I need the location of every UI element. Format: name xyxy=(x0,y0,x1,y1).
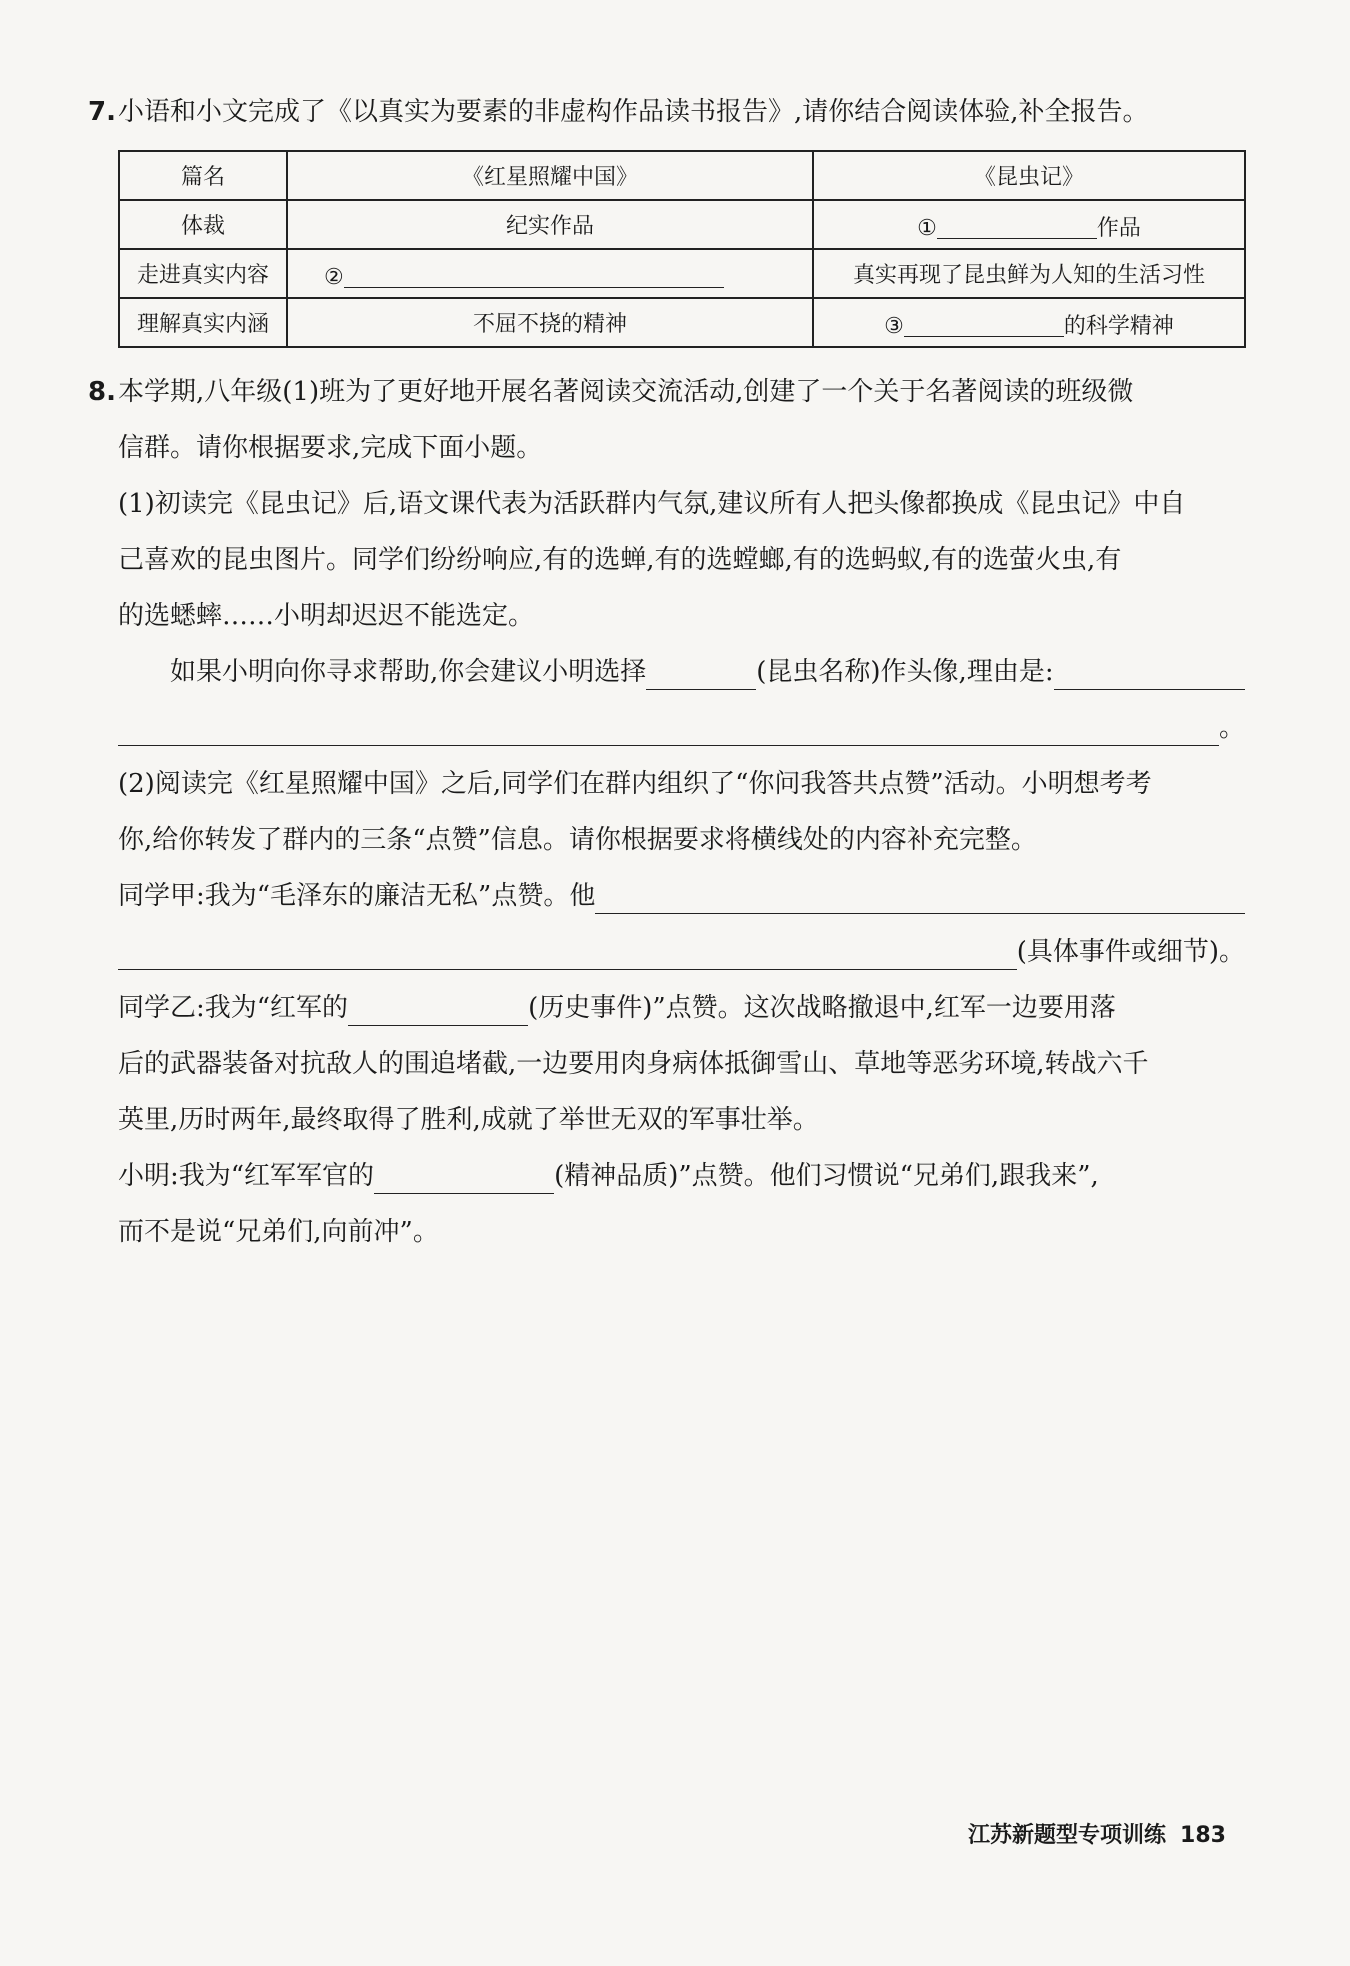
content xyxy=(90,88,1245,1260)
table-row xyxy=(119,249,1245,298)
table-row xyxy=(119,298,1245,347)
answer-marker: ③ xyxy=(884,313,904,339)
xiaoming-line2: 而不是说“兄弟们,向前冲”。 xyxy=(118,1217,439,1247)
question-number: 7. xyxy=(88,97,116,127)
student-a-line2 xyxy=(90,924,1245,980)
table-cell xyxy=(287,249,813,298)
question-prompt: 小语和小文完成了《以真实为要素的非虚构作品读书报告》,请你结合阅读体验,补全报告。 xyxy=(118,97,1149,127)
answer-blank-2[interactable] xyxy=(344,257,724,288)
sub-question-1-ask xyxy=(90,644,1245,700)
student-b-line3: 英里,历时两年,最终取得了胜利,成就了举世无双的军事壮举。 xyxy=(118,1105,819,1135)
table-cell: 《昆虫记》 xyxy=(813,151,1245,200)
insect-name-blank[interactable] xyxy=(646,655,756,690)
footer-title: 江苏新题型专项训练 xyxy=(968,1823,1167,1848)
table-cell xyxy=(813,298,1245,347)
question-intro-line2: 信群。请你根据要求,完成下面小题。 xyxy=(118,433,543,463)
xiaoming-text: 小明:我为“红军军官的 xyxy=(118,1161,375,1191)
sub-question-1-line2: 己喜欢的昆虫图片。同学们纷纷响应,有的选蝉,有的选螳螂,有的选蚂蚁,有的选萤火虫,有 xyxy=(118,545,1122,575)
answer-blank-1[interactable] xyxy=(937,208,1097,239)
question-intro: 本学期,八年级(1)班为了更好地开展名著阅读交流活动,创建了一个关于名著阅读的班级微 xyxy=(118,377,1134,407)
sub-question-2: (2)阅读完《红星照耀中国》之后,同学们在群内组织了“你问我答共点赞”活动。小明想考考 xyxy=(118,769,1152,799)
sub-question-1: (1)初读完《昆虫记》后,语文课代表为活跃群内气氛,建议所有人把头像都换成《昆虫记》中自 xyxy=(118,489,1186,519)
table-cell: 《红星照耀中国》 xyxy=(287,151,813,200)
student-a xyxy=(90,868,1245,924)
reason-line xyxy=(90,700,1245,756)
question-8 xyxy=(90,364,1245,420)
student-b-text: 同学乙:我为“红军的 xyxy=(118,993,349,1023)
question-number: 8. xyxy=(88,377,116,407)
table-cell: 理解真实内涵 xyxy=(119,298,287,347)
student-b-blank[interactable] xyxy=(348,991,528,1026)
report-table xyxy=(118,150,1246,348)
page-number: 183 xyxy=(1180,1823,1226,1848)
table-cell xyxy=(813,200,1245,249)
table-row xyxy=(119,200,1245,249)
sub-question-2-line2: 你,给你转发了群内的三条“点赞”信息。请你根据要求将横线处的内容补充完整。 xyxy=(118,825,1037,855)
student-b xyxy=(90,980,1245,1036)
student-a-blank[interactable] xyxy=(595,879,1245,914)
table-row xyxy=(119,151,1245,200)
ask-text-2: (昆虫名称)作头像,理由是: xyxy=(756,657,1054,687)
answer-marker: ② xyxy=(324,265,344,290)
student-a-text: 同学甲:我为“毛泽东的廉洁无私”点赞。他 xyxy=(118,881,596,911)
cell-text: 的科学精神 xyxy=(1063,313,1174,339)
table-cell: 篇名 xyxy=(119,151,287,200)
xiaoming-blank[interactable] xyxy=(374,1159,554,1194)
question-7 xyxy=(90,88,1245,136)
page-footer xyxy=(968,1818,1226,1849)
ask-text: 如果小明向你寻求帮助,你会建议小明选择 xyxy=(170,657,647,687)
period: 。 xyxy=(1218,713,1245,743)
cell-text: 作品 xyxy=(1096,215,1141,241)
table-cell: 真实再现了昆虫鲜为人知的生活习性 xyxy=(813,249,1245,298)
table-cell: 纪实作品 xyxy=(287,200,813,249)
xiaoming xyxy=(90,1148,1245,1204)
answer-marker: ① xyxy=(917,215,937,241)
answer-blank-3[interactable] xyxy=(904,306,1064,337)
reason-blank[interactable] xyxy=(1054,655,1245,690)
xiaoming-text-2: (精神品质)”点赞。他们习惯说“兄弟们,跟我来”, xyxy=(554,1161,1099,1191)
student-b-text-2: (历史事件)”点赞。这次战略撤退中,红军一边要用落 xyxy=(528,993,1116,1023)
reason-blank-2[interactable] xyxy=(118,711,1219,746)
student-a-tail: (具体事件或细节)。 xyxy=(1016,937,1245,967)
table-cell: 不屈不挠的精神 xyxy=(287,298,813,347)
sub-question-1-line3: 的选蟋蟀……小明却迟迟不能选定。 xyxy=(118,601,535,631)
table-cell: 走进真实内容 xyxy=(119,249,287,298)
student-a-blank-2[interactable] xyxy=(118,935,1017,970)
student-b-line2: 后的武器装备对抗敌人的围追堵截,一边要用肉身病体抵御雪山、草地等恶劣环境,转战六千 xyxy=(118,1049,1149,1079)
table-cell: 体裁 xyxy=(119,200,287,249)
